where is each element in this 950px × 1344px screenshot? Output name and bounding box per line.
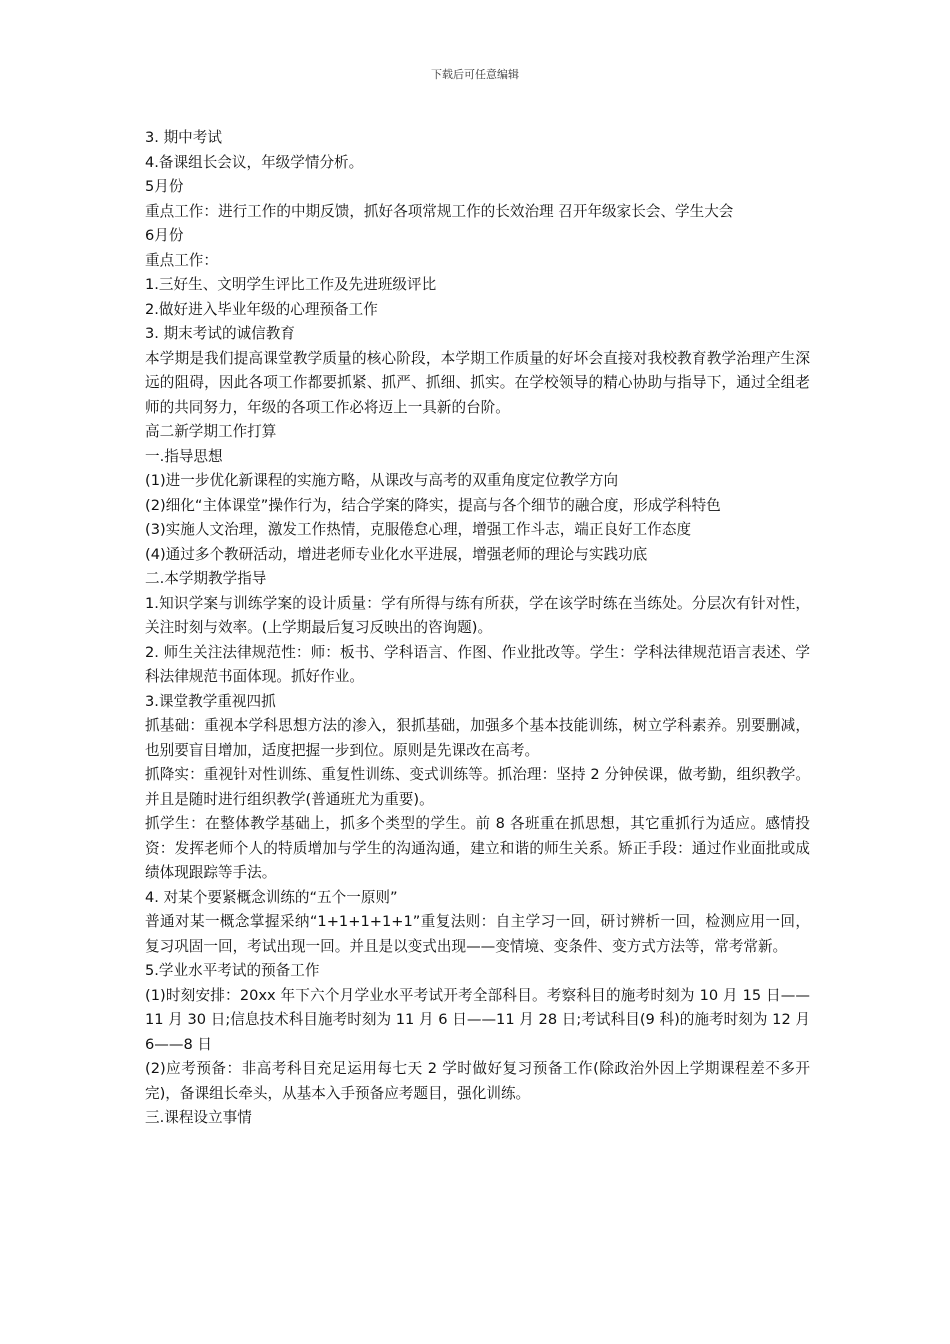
paragraph: 抓基础：重视本学科思想方法的渗入，狠抓基础，加强多个基本技能训练，树立学科素养。别要删减，也别要盲目增加，适度把握一步到位。原则是先课改在高考。 [145,717,810,759]
paragraph: 一.指导思想 [145,447,223,465]
document-body [145,126,810,1131]
paragraph: 重点工作：进行工作的中期反馈，抓好各项常规工作的长效治理 召开年级家长会、学生大会 [145,202,734,220]
paragraph: (2)细化“主体课堂”操作行为，结合学案的降实，提高与各个细节的融合度，形成学科特色 [145,496,721,514]
paragraph: 2.做好进入毕业年级的心理预备工作 [145,300,378,318]
paragraph: 重点工作： [145,251,218,269]
paragraph: 三.课程设立事情 [145,1109,252,1126]
paragraph: (1)进一步优化新课程的实施方略，从课改与高考的双重角度定位教学方向 [145,472,619,489]
paragraph: (4)通过多个教研活动，增进老师专业化水平进展，增强老师的理论与实践功底 [145,545,648,563]
paragraph: 二.本学期教学指导 [145,570,267,587]
paragraph: 6月份 [145,227,184,244]
paragraph: (1)时刻安排：20xx 年下六个月学业水平考试开考全部科目。考察科目的施考时刻为 10 月 15 日——11 月 30 日;信息技术科目施考时刻为 11 月 6 日——11 月 28 日;考试科目(9 科)的施考时刻为 12 月 6——8 日 [145,986,810,1053]
page-header: 下载后可任意编辑 [431,68,519,81]
paragraph: 1.三好生、文明学生评比工作及先进班级评比 [145,276,437,293]
paragraph: (2)应考预备：非高考科目充足运用每七天 2 学时做好复习预备工作(除政治外因上学期课程差不多开完)，备课组长牵头，从基本入手预备应考题目，强化训练。 [145,1060,810,1102]
paragraph: 4.备课组长会议，年级学情分析。 [145,153,364,171]
paragraph: 普通对某一概念掌握采纳“1+1+1+1+1”重复法则：自主学习一回，研讨辨析一回，检测应用一回，复习巩固一回，考试出现一回。并且是以变式出现——变情境、变条件、变方式方法等，常考常新。 [145,913,810,955]
paragraph: 5月份 [145,178,184,195]
paragraph: 抓学生：在整体教学基础上，抓多个类型的学生。前 8 各班重在抓思想，其它重抓行为适应。感情投资：发挥老师个人的特质增加与学生的沟通沟通，建立和谐的师生关系。矫正手段：通过作业面批或成绩体现跟踪等手法。 [145,815,810,881]
paragraph: 本学期是我们提高课堂教学质量的核心阶段，本学期工作质量的好坏会直接对我校教育教学治理产生深远的阻碍，因此各项工作都要抓紧、抓严、抓细、抓实。在学校领导的精心协助与指导下，通过全组老师的共同努力，年级的各项工作必将迈上一具新的台阶。 [145,349,810,416]
paragraph: 3.课堂教学重视四抓 [145,692,276,710]
paragraph: 4. 对某个要紧概念训练的“五个一原则” [145,888,398,906]
paragraph: 1.知识学案与训练学案的设计质量：学有所得与练有所获，学在该学时练在当练处。分层次有针对性，关注时刻与效率。(上学期最后复习反映出的咨询题)。 [145,594,810,636]
paragraph: (3)实施人文治理，激发工作热情，克服倦怠心理，增强工作斗志，端正良好工作态度 [145,521,692,538]
paragraph: 3. 期末考试的诚信教育 [145,325,295,342]
paragraph: 2. 师生关注法律规范性：师：板书、学科语言、作图、作业批改等。学生：学科法律规范语言表述、学科法律规范书面体现。抓好作业。 [145,643,810,685]
paragraph: 5.学业水平考试的预备工作 [145,962,320,979]
paragraph: 抓降实：重视针对性训练、重复性训练、变式训练等。抓治理：坚持 2 分钟侯课，做考勤，组织教学。并且是随时进行组织教学(普通班尤为重要)。 [145,766,810,808]
paragraph: 高二新学期工作打算 [145,423,277,440]
paragraph: 3. 期中考试 [145,129,222,146]
